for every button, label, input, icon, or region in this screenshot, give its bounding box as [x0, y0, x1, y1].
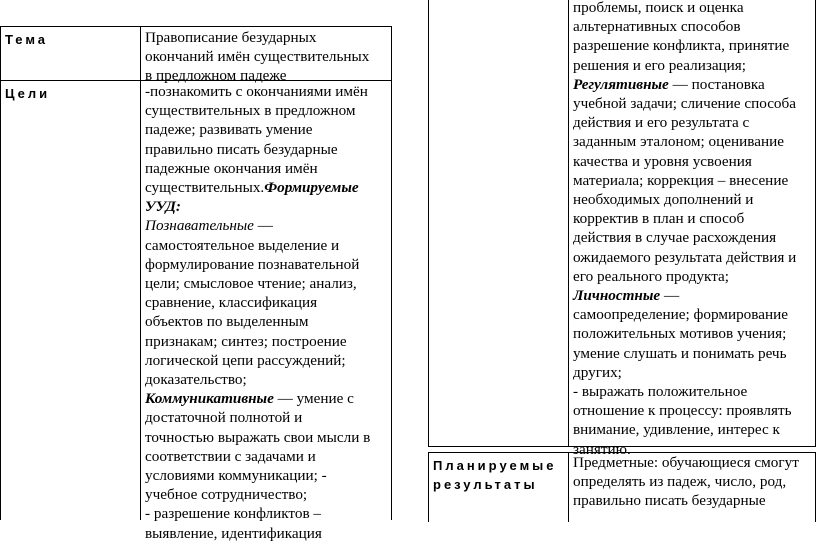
- goals-continued-top: проблемы, поиск и оценка альтернативных способов разрешение конфликта, принятие решения и его реализация;: [573, 0, 790, 74]
- topic-text: Правописание безударных окончаний имён существительных в предложном падеже: [145, 29, 370, 85]
- goals-text: [141, 81, 391, 543]
- goals-continued-text: [569, 0, 815, 459]
- goals-label: Цели: [5, 86, 51, 101]
- communicative-text: — умение с достаточной полнотой и точностью выражать свои мысли в соответствии с задачами и условиями коммуникации; - учебное сотрудничество; - разрешение конфликтов – выявление, идентификация: [145, 390, 371, 542]
- results-text: Предметные: обучающиеся смогут определять из падеж, число, род, правильно писать безударные: [573, 454, 799, 510]
- personal-heading: Личностные: [573, 287, 661, 305]
- results-label: Планируемые результаты: [433, 458, 557, 492]
- communicative-heading: Коммуникативные: [145, 390, 274, 408]
- cognitive-text: — самостоятельное выделение и формулирование познавательной цели; смысловое чтение; анализ, сравнение, классификация объектов по выделенным признакам; синтез; построение логической цепи рассуждений; доказательство;: [145, 217, 360, 389]
- table-cell-goals-continued: [568, 0, 816, 458]
- regulative-text: — постановка учебной задачи; сличение способа действия и его результата с заданным эталоном; оценивание качества и уровня усвоения материала; коррекция – внесение необходимых дополнений и корректив в план и способ действия в случае расхождения ожидаемого результата действия и его реального продукта;: [573, 75, 797, 285]
- table-cell-goals: [140, 80, 392, 542]
- table-cell-label-topic: [0, 26, 141, 81]
- regulative-heading: Регулятивные: [573, 75, 669, 93]
- cognitive-heading: Познавательные: [145, 217, 254, 235]
- table-cell-label-continued: [428, 0, 569, 447]
- table-cell-topic: [140, 26, 392, 85]
- right-page: [428, 0, 816, 512]
- uud-heading: Формируемые УУД:: [145, 179, 359, 216]
- table-cell-label-goals: [0, 80, 141, 520]
- left-page: [0, 0, 392, 542]
- topic-label: Тема: [5, 32, 49, 47]
- goals-intro: -познакомить с окончаниями имён существительных в предложном падеже; развивать умение правильно писать безударные падежные окончания имён существительных.: [145, 83, 368, 197]
- personal-text: — самоопределение; формирование положительных мотивов учения; умение слушать и понимать речь других; - выражать положительное отношение к процессу: проявлять внимание, удивление, интерес к занятию.: [573, 287, 792, 458]
